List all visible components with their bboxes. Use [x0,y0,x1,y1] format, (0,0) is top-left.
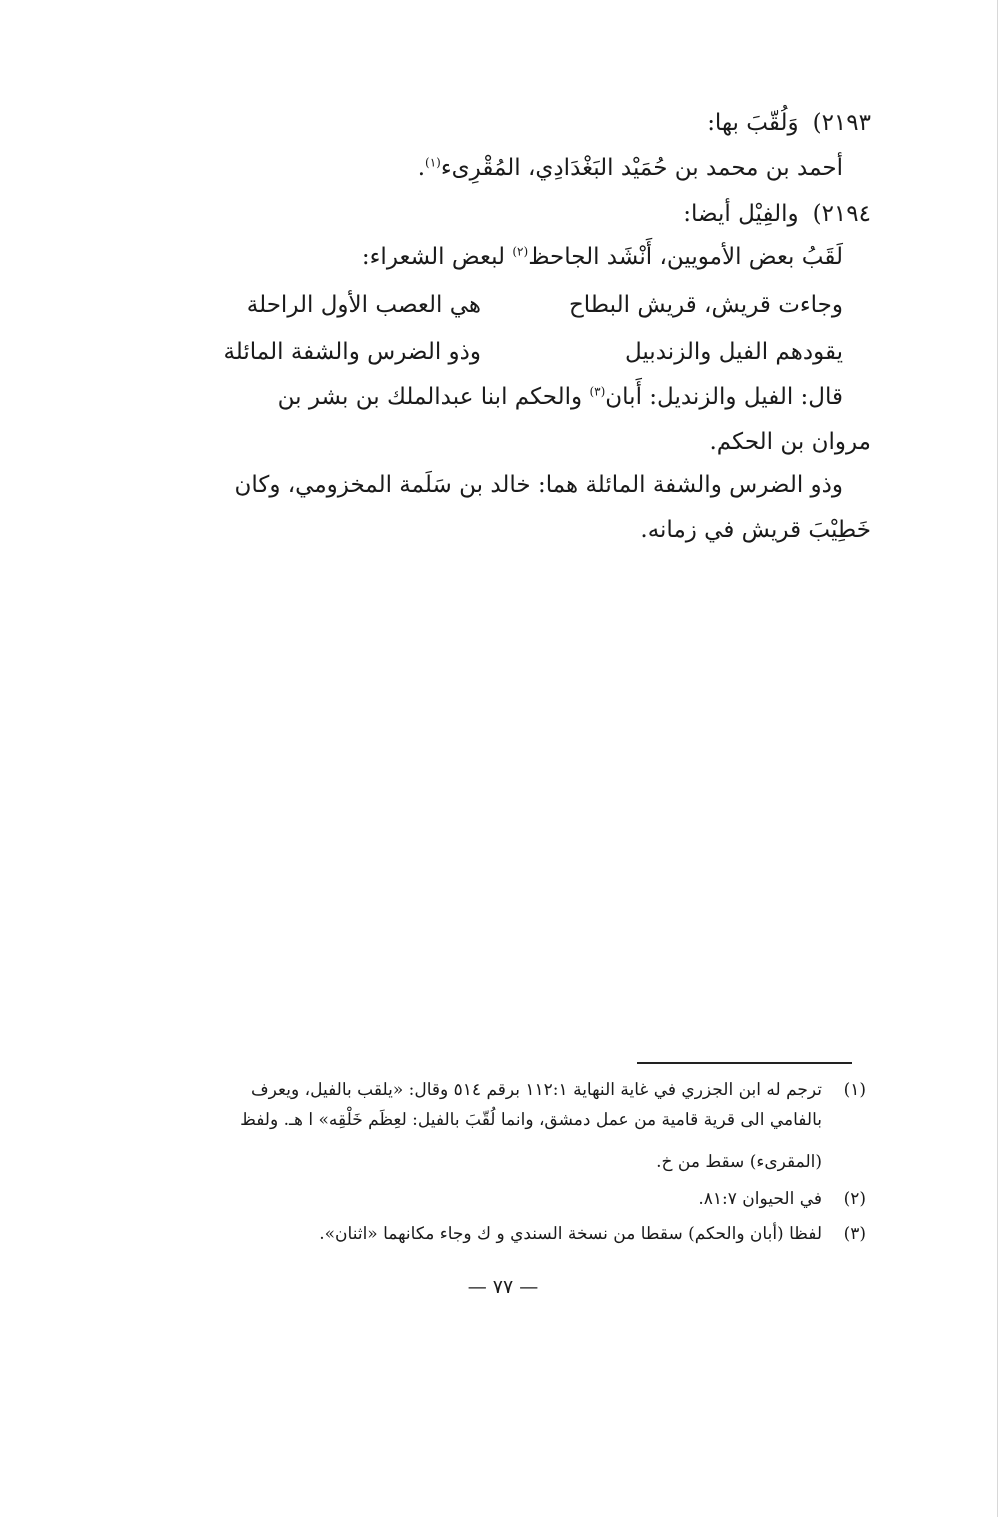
footnote-ref[interactable]: (٣) [589,384,606,399]
verse-2-first-hemistich: يقودهم الفيل والزندبيل [624,339,843,365]
explanation-line-1: قال: الفيل والزنديل: أَبان$^{(٣)}$ والحكم ابنا عبدالملك بن بشر بن [277,384,843,410]
entry-2193-text: أحمد بن محمد بن حُمَيْد البَغْدَادِي، المُقْرِىء$^{(١)}$. [417,155,843,181]
verse-1-first-hemistich: وجاءت قريش، قريش البطاح [568,292,843,318]
entry-number: ٢١٩٤) [812,201,871,227]
footnote-number: (١) [843,1080,866,1100]
footnote-ref[interactable]: (٢) [512,244,529,259]
footnote-3: (٣)لفظا (أبان والحكم) سقطا من نسخة السندي و ك وجاء مكانهما «اثنان». [319,1224,866,1244]
footnote-number: (٣) [843,1224,866,1244]
verse-2-second-hemistich: وذو الضرس والشفة المائلة [223,339,481,365]
entry-2193-heading [707,108,871,138]
footnote-ref[interactable]: (١) [425,155,441,170]
footnote-1-line-3: (المقرىء) سقط من خ. [656,1152,822,1172]
explanation-line-4: خَطِيْبَ قريش في زمانه. [640,517,871,543]
entry-2194-intro: لَقَبُ بعض الأمويين، أَنْشَد الجاحظ$^{(٢)}$ لبعض الشعراء: [361,244,843,270]
explanation-line-3: وذو الضرس والشفة المائلة هما: خالد بن سَلَمة المخزومي، وكان [234,472,843,498]
explanation-line-2: مروان بن الحكم. [709,429,871,455]
entry-heading: والفِيْل أيضا: [683,201,799,227]
verse-1-second-hemistich: هي العصب الأول الراحلة [246,292,481,318]
footnote-1-line-2: بالفامي الى قرية قامية من عمل دمشق، وانما لُقّبَ بالفيل: لعِظَم خَلْقِه» ا هـ. ولفظ [240,1110,822,1130]
page-number: — ٧٧ — [467,1276,539,1298]
footnote-1-line-1: (١)ترجم له ابن الجزري في غاية النهاية ١١٢:١ برقم ٥١٤ وقال: «يلقب بالفيل، ويعرف [251,1080,866,1100]
entry-number: ٢١٩٣) [812,110,871,136]
entry-heading: وَلُقّبَ بها: [707,110,799,136]
entry-2194-heading [683,199,871,229]
footnote-number: (٢) [843,1189,866,1209]
footnote-2: (٢)في الحيوان ٨١:٧. [698,1189,866,1209]
footnote-separator [637,1062,852,1064]
